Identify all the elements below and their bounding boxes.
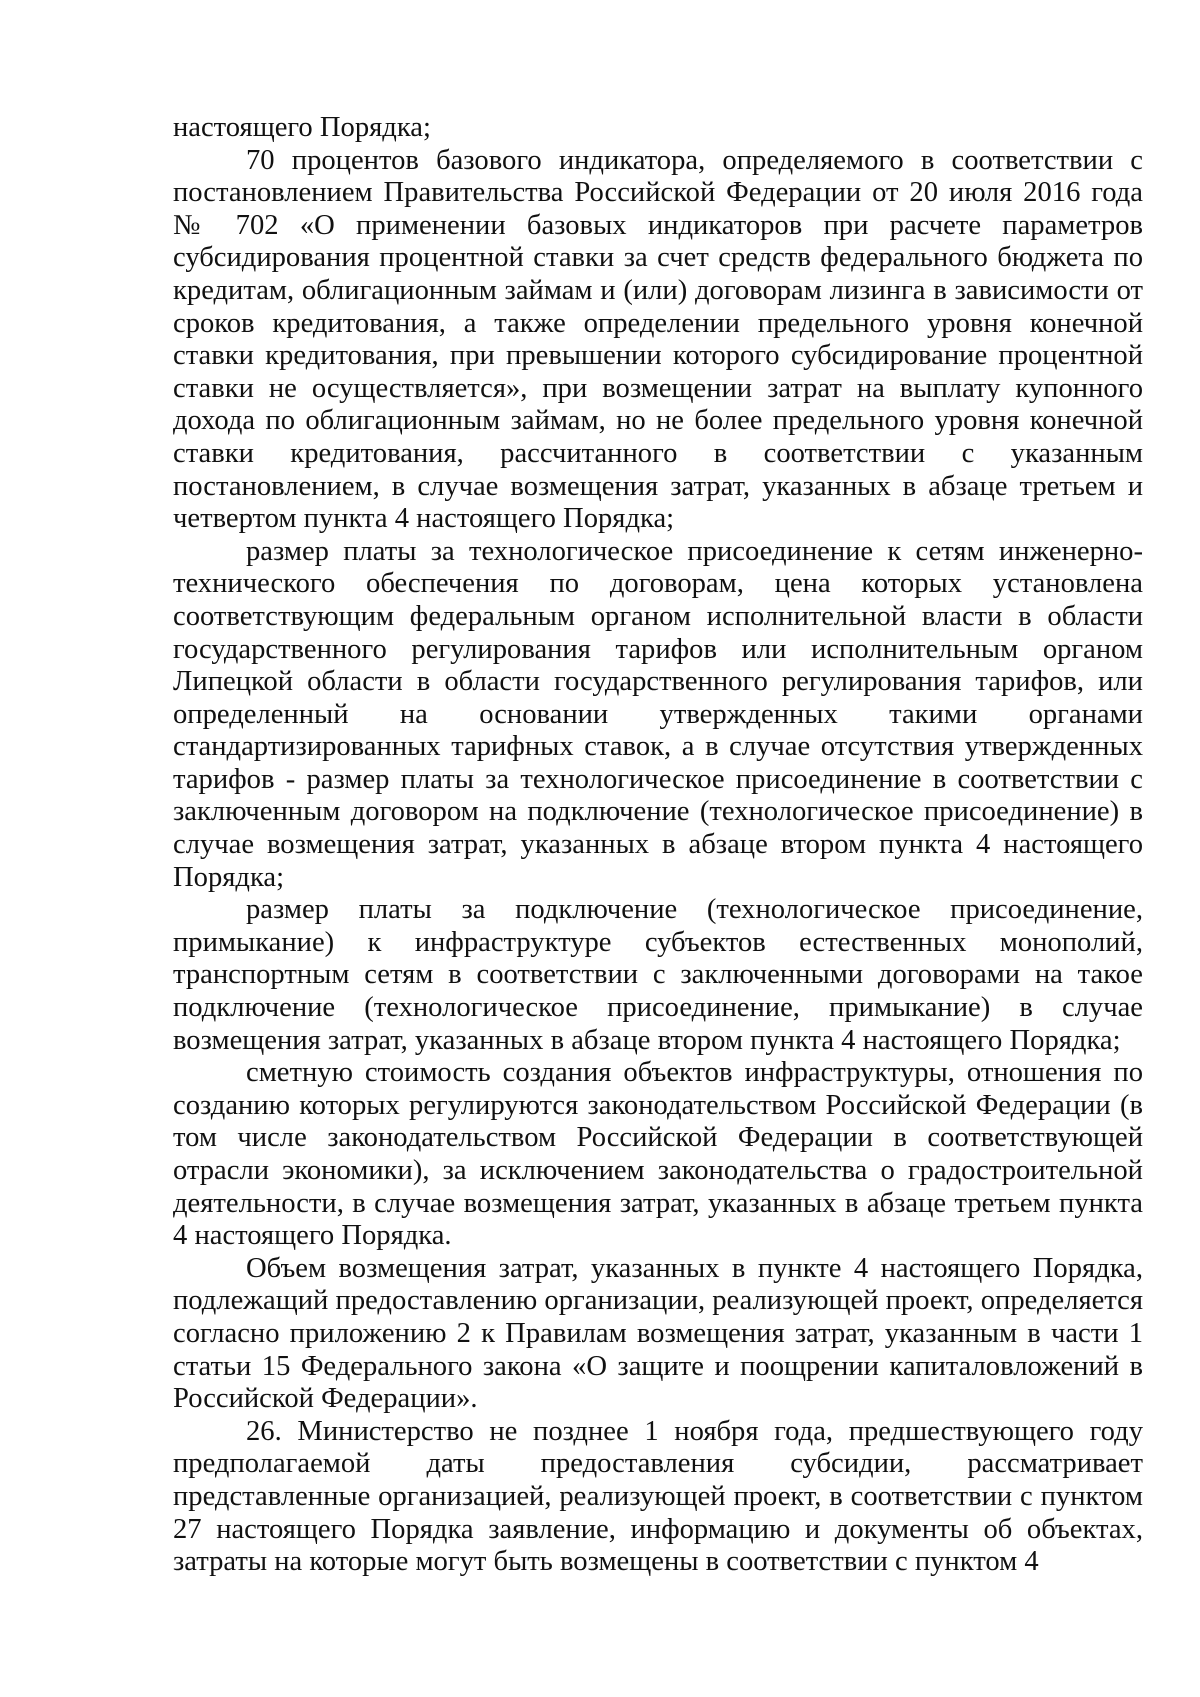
paragraph-infrastructure-connection: размер платы за подключение (технологическое присоединение, примыкание) к инфраструктуре субъектов естественных монополий, транспортным сетям в соответствии с заключенными договорами на такое подключение (технологическое присоединение, примыкание) в случае возмещения затрат, указанных в абзаце втором пункта 4 настоящего Порядка; [173, 894, 1143, 1056]
document-page [173, 112, 1143, 1579]
paragraph-technological-connection: размер платы за технологическое присоединение к сетям инженерно-технического обеспечения по договорам, цена которых установлена соответствующим федеральным органом исполнительной власти в области государственного регулирования тарифов или исполнительным органом Липецкой области в области государственного регулирования тарифов, или определенный на основании утвержденных такими органами стандартизированных тарифных ставок, а в случае отсутствия утвержденных тарифов - размер платы за технологическое присоединение в соответствии с заключенным договором на подключение (технологическое присоединение) в случае возмещения затрат, указанных в абзаце втором пункта 4 настоящего Порядка; [173, 535, 1143, 893]
paragraph-estimated-cost: сметную стоимость создания объектов инфраструктуры, отношения по созданию которых регулируются законодательством Российской Федерации (в том числе законодательством Российской Федерации в соответствующей отрасли экономики), за исключением законодательства о градостроительной деятельности, в случае возмещения затрат, указанных в абзаце третьем пункта 4 настоящего Порядка. [173, 1057, 1143, 1252]
paragraph-continuation: настоящего Порядка; [173, 112, 431, 143]
paragraph-base-indicator: 70 процентов базового индикатора, определяемого в соответствии с постановлением Правительства Российской Федерации от 20 июля 2016 года № 702 «О применении базовых индикаторов при расчете параметров субсидирования процентной ставки за счет средств федерального бюджета по кредитам, облигационным займам и (или) договорам лизинга в зависимости от сроков кредитования, а также определении предельного уровня конечной ставки кредитования, при превышении которого субсидирование процентной ставки не осуществляется», при возмещении затрат на выплату купонного дохода по облигационным займам, но не более предельного уровня конечной ставки кредитования, рассчитанного в соответствии с указанным постановлением, в случае возмещения затрат, указанных в абзаце третьем и четвертом пункта 4 настоящего Порядка; [173, 144, 1143, 535]
paragraph-reimbursement-volume: Объем возмещения затрат, указанных в пункте 4 настоящего Порядка, подлежащий предоставлению организации, реализующей проект, определяется согласно приложению 2 к Правилам возмещения затрат, указанным в части 1 статьи 15 Федерального закона «О защите и поощрении капиталовложений в Российской Федерации». [173, 1252, 1143, 1415]
paragraph-item-26: 26. Министерство не позднее 1 ноября года, предшествующего году предполагаемой даты предоставления субсидии, рассматривает представленные организацией, реализующей проект, в соответствии с пунктом 27 настоящего Порядка заявление, информацию и документы об объектах, затраты на которые могут быть возмещены в соответствии с пунктом 4 [173, 1415, 1143, 1578]
